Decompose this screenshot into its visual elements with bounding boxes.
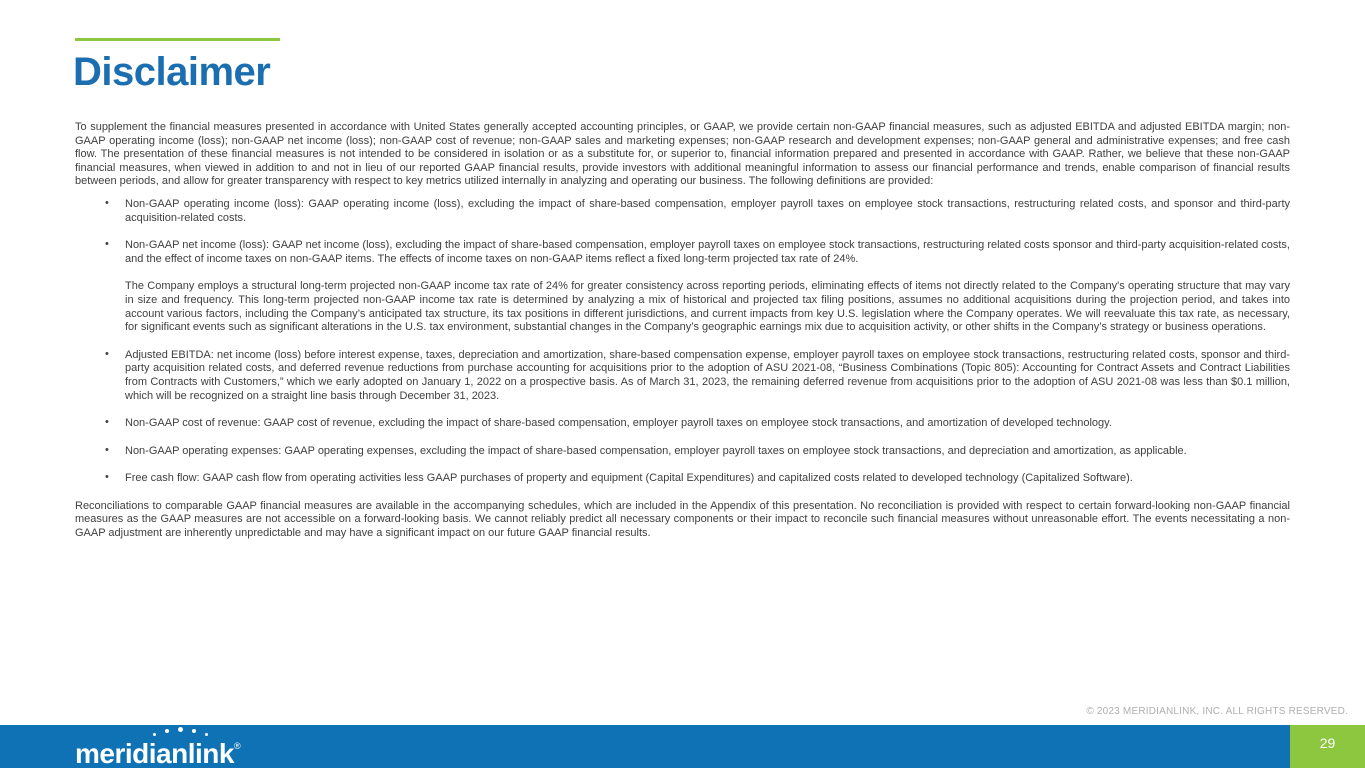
copyright-text: © 2023 MERIDIANLINK, INC. ALL RIGHTS RESERVED. — [1086, 706, 1348, 717]
body-text — [75, 121, 1290, 541]
logo-dots-icon — [153, 727, 213, 737]
page-number: 29 — [1319, 734, 1336, 751]
bullet-text: Non-GAAP cost of revenue: GAAP cost of revenue, excluding the impact of share-based compensation, employer payroll taxes on employee stock transactions, and amortization of developed technology. — [125, 417, 1112, 430]
meridianlink-logo — [75, 730, 241, 768]
bullet-item-cost-of-revenue — [75, 417, 1290, 431]
title-accent-line — [75, 38, 280, 41]
intro-paragraph: To supplement the financial measures presented in accordance with United States generally accepted accounting principles, or GAAP, we provide certain non-GAAP financial measures, such as adjusted EBITDA and adjusted EBITDA margin; non-GAAP operating income (loss); non-GAAP net income (loss); non-GAAP cost of revenue; non-GAAP sales and marketing expenses; non-GAAP research and development expenses; non-GAAP general and administrative expenses; and free cash flow. The presentation of these financial measures is not intended to be considered in isolation or as a substitute for, or superior to, financial information prepared and presented in accordance with GAAP. Rather, we believe that these non-GAAP financial measures, when viewed in addition to and not in lieu of our reported GAAP financial results, provide investors with additional meaningful information to assess our financial performance and trends, enable comparison of financial results between periods, and allow for greater transparency with respect to key metrics utilized internally in analyzing and operating our business. The following definitions are provided: — [75, 121, 1290, 188]
page-number-badge — [1290, 725, 1365, 768]
bullet-text: Non-GAAP operating expenses: GAAP operating expenses, excluding the impact of share-based compensation, employer payroll taxes on employee stock transactions, and depreciation and amortization, as applicable. — [125, 444, 1187, 457]
bullet-icon: • — [105, 347, 109, 360]
bullet-text: Non-GAAP net income (loss): GAAP net income (loss), excluding the impact of share-based compensation, employer payroll taxes on employee stock transactions, restructuring related costs sponsor and third-party acquisition-related costs, and the effect of income taxes on non-GAAP items. The effects of income taxes on non-GAAP items reflect a fixed long-term projected tax rate of 24%. — [125, 239, 1290, 265]
bullet-icon: • — [105, 196, 109, 209]
bullet-item-adjusted-ebitda — [75, 349, 1290, 403]
bullet-item-operating-income — [75, 198, 1290, 225]
logo-text: meridianlink — [75, 738, 234, 768]
tax-rate-paragraph: The Company employs a structural long-term projected non-GAAP income tax rate of 24% for greater consistency across reporting periods, eliminating effects of items not directly related to the Company's operating structure that may vary in size and frequency. This long-term projected non-GAAP income tax rate is determined by analyzing a mix of historical and projected tax filing positions, assumes no additional acquisitions during the projection period, and takes into account various factors, including the Company’s anticipated tax structure, its tax positions in different jurisdictions, and current impacts from key U.S. legislation where the Company operates. We will reevaluate this tax rate, as necessary, for significant events such as significant alterations in the U.S. tax environment, substantial changes in the Company’s geographic earnings mix due to acquisition activity, or other shifts in the Company’s strategy or business operations. — [125, 280, 1290, 334]
page-title: Disclaimer — [73, 50, 271, 94]
bullet-icon: • — [105, 471, 109, 484]
bullet-item-net-income — [75, 239, 1290, 266]
closing-paragraph: Reconciliations to comparable GAAP financial measures are available in the accompanying schedules, which are included in the Appendix of this presentation. No reconciliation is provided with respect to certain forward-looking non-GAAP financial measures as the GAAP measures are not accessible on a forward-looking basis. We cannot reliably predict all necessary components or their impact to reconcile such financial measures without unreasonable effort. The events necessitating a non-GAAP adjustment are inherently unpredictable and may have a significant impact on our future GAAP financial results. — [75, 499, 1290, 540]
bullet-icon: • — [105, 443, 109, 456]
bullet-icon: • — [105, 416, 109, 429]
bullet-text: Adjusted EBITDA: net income (loss) before interest expense, taxes, depreciation and amortization, share-based compensation expense, employer payroll taxes on employee stock transactions, restructuring related costs, sponsor and third-party acquisition related costs, and deferred revenue reductions from purchase accounting for acquisitions prior to the adoption of ASU 2021-08, “Business Combinations (Topic 805): Accounting for Contract Assets and Contract Liabilities from Contracts with Customers,” which we early adopted on January 1, 2022 on a prospective basis. As of March 31, 2023, the remaining deferred revenue from acquisitions prior to the adoption of ASU 2021-08 was less than $0.1 million, which will be recognized on a straight line basis through December 31, 2023. — [125, 348, 1290, 402]
bullet-icon: • — [105, 238, 109, 251]
bullet-text: Free cash flow: GAAP cash flow from operating activities less GAAP purchases of property and equipment (Capital Expenditures) and capitalized costs related to developed technology (Capitalized Software). — [125, 472, 1133, 485]
bullet-item-free-cash-flow — [75, 472, 1290, 486]
footer-bar — [0, 725, 1365, 768]
bullet-text: Non-GAAP operating income (loss): GAAP operating income (loss), excluding the impact of share-based compensation, employer payroll taxes on employee stock transactions, restructuring related costs, and sponsor and third-party acquisition-related costs. — [125, 197, 1290, 224]
registered-trademark-icon: ® — [233, 741, 241, 751]
bullet-item-operating-expenses — [75, 445, 1290, 459]
